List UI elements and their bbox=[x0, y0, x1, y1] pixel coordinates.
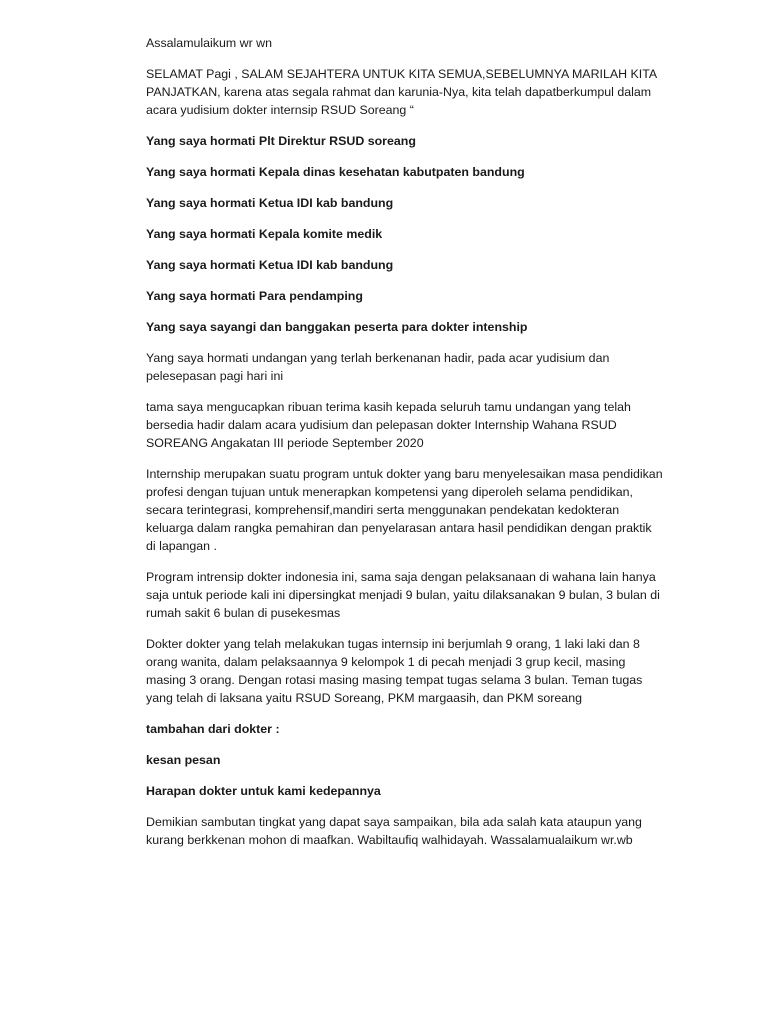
body-paragraph: Dokter dokter yang telah melakukan tugas internsip ini berjumlah 9 orang, 1 laki laki dan 8 orang wanita, dalam pelaksaannya 9 kelompok 1 di pecah menjadi 3 grup kecil, masing masing 3 orang. Dengan rotasi masing masing tempat tugas selama 3 bulan. Teman tugas yang telah di laksana yaitu RSUD Soreang, PKM margaasih, dan PKM soreang bbox=[146, 637, 643, 705]
section-heading: tambahan dari dokter : bbox=[146, 722, 280, 736]
greeting: Assalamulaikum wr wn bbox=[146, 36, 273, 50]
body-paragraph: Internship merupakan suatu program untuk dokter yang baru menyelesaikan masa pendidikan profesi dengan tujuan untuk menerapkan kompetensi yang diperoleh selama pendidikan, secara terintegrasi, komprehensif,mandiri serta menggunakan pendekatan kedokteran keluarga dalam rangka pemahiran dan penyelarasan antara hasil pendidikan dengan praktik di lapangan . bbox=[146, 467, 663, 553]
closing-paragraph: Demikian sambutan tingkat yang dapat saya sampaikan, bila ada salah kata ataupun yang kurang berkkenan mohon di maafkan. Wabiltaufiq walhidayah. Wassalamualaikum wr.wb bbox=[146, 815, 642, 847]
salutation-line: Yang saya hormati Kepala komite medik bbox=[146, 227, 383, 241]
salutation-line: Yang saya hormati Plt Direktur RSUD soreang bbox=[146, 134, 416, 148]
body-paragraph: Program intrensip dokter indonesia ini, sama saja dengan pelaksanaan di wahana lain hanya saja untuk periode kali ini dipersingkat menjadi 9 bulan, yaitu dilaksanakan 9 bulan, 3 bulan di rumah sakit 6 bulan di pusekesmas bbox=[146, 570, 660, 620]
body-paragraph: tama saya mengucapkan ribuan terima kasih kepada seluruh tamu undangan yang telah bersedia hadir dalam acara yudisium dan pelepasan dokter Internship Wahana RSUD SOREANG Angakatan III periode September 2020 bbox=[146, 400, 631, 450]
salutation-line: Yang saya hormati Ketua IDI kab bandung bbox=[146, 196, 394, 210]
salutation-line: Yang saya hormati Ketua IDI kab bandung bbox=[146, 258, 394, 272]
salutation-line: Yang saya hormati Kepala dinas kesehatan kabutpaten bandung bbox=[146, 165, 525, 179]
salutation-line: Yang saya hormati Para pendamping bbox=[146, 289, 363, 303]
section-heading: Harapan dokter untuk kami kedepannya bbox=[146, 784, 381, 798]
body-paragraph: Yang saya hormati undangan yang terlah berkenanan hadir, pada acar yudisium dan pelesepasan pagi hari ini bbox=[146, 351, 610, 383]
document-body bbox=[146, 34, 664, 862]
section-heading: kesan pesan bbox=[146, 753, 221, 767]
opening-paragraph: SELAMAT Pagi , SALAM SEJAHTERA UNTUK KITA SEMUA,SEBELUMNYA MARILAH KITA PANJATKAN, karena atas segala rahmat dan karunia-Nya, kita telah dapatberkumpul dalam acara yudisium dokter internsip RSUD Soreang “ bbox=[146, 67, 657, 117]
salutation-line: Yang saya sayangi dan banggakan peserta para dokter intenship bbox=[146, 320, 528, 334]
